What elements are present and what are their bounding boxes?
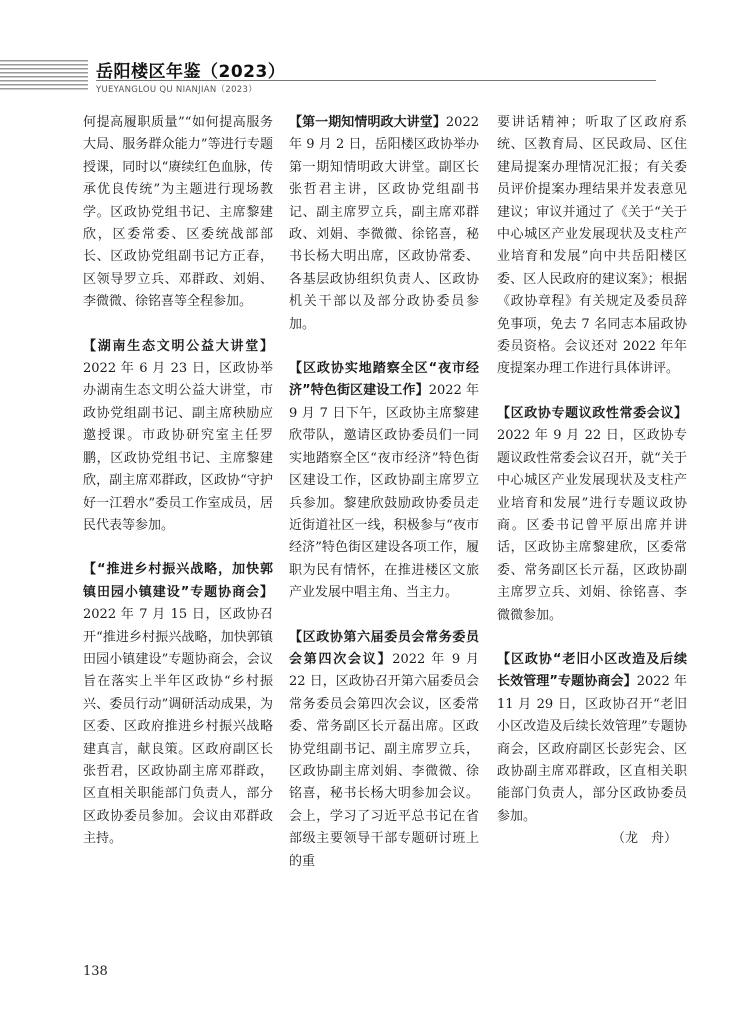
paragraph [83,336,273,538]
section-heading: 【区政协“老旧小区改造及后续长效管理”专题协商会】 [497,651,687,690]
paragraph [497,112,687,381]
paragraph-body: 2022 年 11 月 29 日，区政协召开“老旧小区改造及后续长效管理”专题协商会，区政府副区长彭宪会、区政协副主席邓群政，区直相关职能部门负责人，部分区政协委员参加。 [497,674,688,824]
paragraph-body: 2022 年 9 月 22 日，区政协专题议政性常委会议召开，就“关于中心城区产业发展现状及支柱产业培育和发展”进行专题议政协商。区委书记曾平原出席并讲话，区政协主席黎建欣，区委常委、常务副区长亓磊，区政协副主席罗立兵、刘娟、徐铭喜、李微微参加。 [497,428,687,623]
paragraph [497,649,687,828]
column-2 [289,112,479,895]
paragraph [289,112,479,336]
section-heading: 【湖南生态文明公益大讲堂】 [83,338,273,354]
header-title: 岳阳楼区年鉴（2023） [96,62,286,82]
column-1 [83,112,273,873]
paragraph-body: 何提高履职质量”“如何提高服务大局、服务群众能力”等进行专题授课，同时以“赓续红色血脉，传承优良传统”为主题进行现场教学。区政协党组书记、主席黎建欣，区委常委、区委统战部部长、区政协党组副书记方正春，区领导罗立兵、邓群政、刘娟、李微微、徐铭喜等全程参加。 [83,115,273,310]
paragraph [289,627,479,873]
section-heading: 【区政协专题议政性常委会议】 [497,405,687,421]
paragraph [289,358,479,604]
section-heading: 【区政协第六届委员会常务委员会第四次会议】 [289,629,479,667]
header-rule [96,80,656,81]
paragraph [497,403,687,627]
paragraph [83,559,273,850]
paragraph-body: 2022 年 7 月 15 日，区政协召开“推进乡村振兴战略，加快郭镇田园小镇建设”专题协商会，会议旨在落实上半年区政协“乡村振兴、委员行动”调研活动成果，为区委、区政府推进乡村振兴战略建真言，献良策。区政府副区长张哲君，区政协副主席邓群政，区直相关职能部门负责人，部分区政协委员参加。会议由邓群政主持。 [83,607,273,847]
column-3 [497,112,687,851]
header-subtitle: YUEYANGLOU QU NIANJIAN（2023） [96,85,257,95]
paragraph-body: 2022 年 9 月 2 日，岳阳楼区政协举办第一期知情明政大讲堂。副区长张哲君主讲，区政协党组副书记、副主席罗立兵，副主席邓群政、刘娟、李微微、徐铭喜，秘书长杨大明出席，区政协常委、各基层政协组织负责人、区政协机关干部以及部分政协委员参加。 [289,115,479,332]
paragraph-body: 2022 年 6 月 23 日，区政协举办湖南生态文明公益大讲堂，市政协党组副书记、副主席秧励应邀授课。市政协研究室主任罗鹏，区政协党组书记、主席黎建欣，副主席邓群政，区政协“守护好一江碧水”委员工作室成员，居民代表等参加。 [83,361,273,533]
paragraph-body: 2022 年 9 月 7 日下午，区政协主席黎建欣带队，邀请区政协委员们一同实地踏察全区“夜市经济”特色街区建设工作，区政协副主席罗立兵参加。黎建欣鼓励政协委员走近街道社区一线，积极参与“夜市经济”特色街区建设各项工作，履职为民有情怀，在推进楼区文旅产业发展中唱主角、当主力。 [289,383,480,601]
section-heading: 【区政协实地踏察全区“夜市经济”特色街区建设工作】 [289,361,479,399]
header-stripes-decoration [0,60,88,90]
paragraph-body: 2022 年 9 月 22 日，区政协召开第六届委员会常务委员会第四次会议，区委常委、常务副区长亓磊出席。区政协党组副书记、副主席罗立兵，区政协副主席刘娟、李微微、徐铭喜，秘书长杨大明参加会议。会上，学习了习近平总书记在省部级主要领导干部专题研讨班上的重 [289,651,479,869]
section-heading: 【第一期知情明政大讲堂】 [289,115,446,130]
section-heading: 【“推进乡村振兴战略，加快郭镇田园小镇建设”专题协商会】 [83,562,273,600]
paragraph-body: 要讲话精神；听取了区政府系统、区教育局、区民政局、区住建局提案办理情况汇报；有关委员评价提案办理结果并发表意见建议；审议并通过了《关于“关于中心城区产业发展现状及支柱产业培育和发展”向中共岳阳楼区委、区人民政府的建议案》；根据《政协章程》有关规定及委员辞免事项，免去 7 名同志本届政协委员资格。会议还对 2022 年年度提案办理工作进行具体讲评。 [497,115,687,377]
page-number: 138 [83,964,108,979]
author-signature: （龙 舟） [611,831,677,847]
paragraph [83,112,273,314]
